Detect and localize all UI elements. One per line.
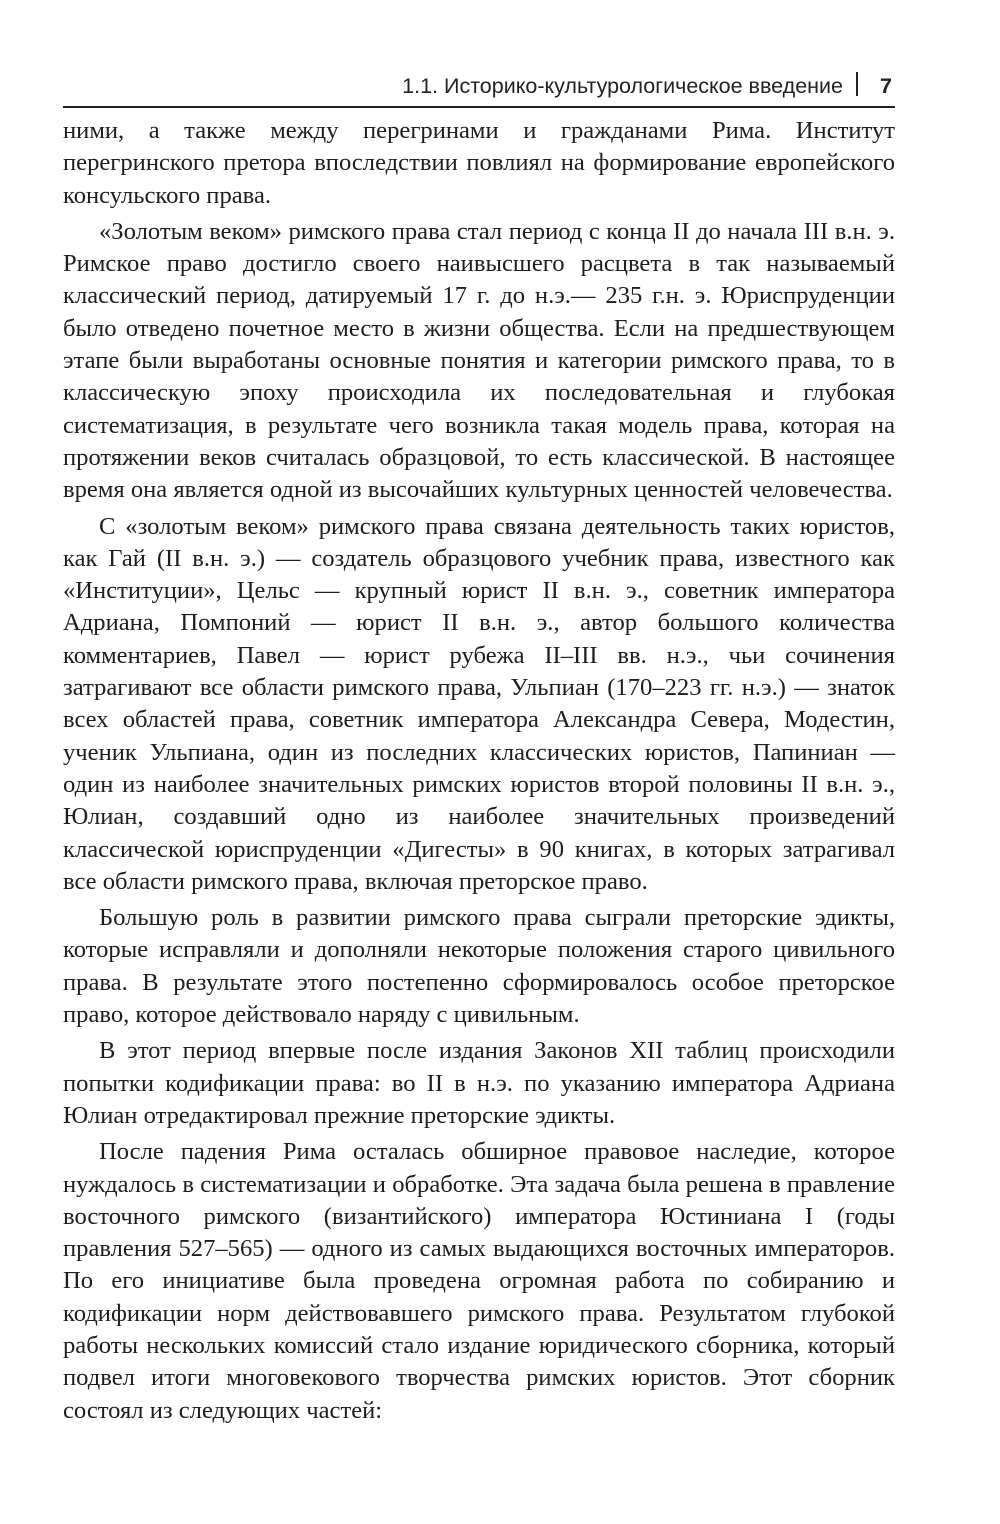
- header-divider: [856, 72, 858, 96]
- paragraph-continued: ними, а также между перегринами и гражданами Рима. Институт перегринского претора впоследствии повлиял на формирование европейского консульского права.: [63, 117, 895, 209]
- paragraph-justinian: После падения Рима осталась обширное правовое наследие, которое нуждалось в систематизации и обработке. Эта задача была решена в правление восточного римского (византийского) императора Юстиниана I (годы правления 527–565) — одного из самых выдающихся восточных императоров. По его инициативе была проведена огромная работа по собиранию и кодификации норм действовавшего римского права. Результатом глубокой работы нескольких комиссий стало издание юридического сборника, который подвел итоги многовекового творчества римских юристов. Этот сборник состоял из следующих частей:: [63, 1138, 895, 1424]
- body-text: [63, 115, 895, 1431]
- paragraph-golden-age: «Золотым веком» римского права стал период с конца II до начала III в.н. э. Римское право достигло своего наивысшего расцвета в так называемый классический период, датируемый 17 г. до н.э.— 235 г.н. э. Юриспруденции было отведено почетное место в жизни общества. Если на предшествующем этапе были выработаны основные понятия и категории римского права, то в классическую эпоху происходила их последовательная и глубокая систематизация, в результате чего возникла такая модель права, которая на протяжении веков считалась образцовой, то есть классической. В настоящее время она является одной из высочайших культурных ценностей человечества.: [63, 217, 895, 504]
- paragraph-praetor-edicts: Большую роль в развитии римского права сыграли преторские эдикты, которые исправляли и дополняли некоторые положения старого цивильного права. В результате этого постепенно сформировалось особое преторское право, которое действовало наряду с цивильным.: [63, 904, 895, 1029]
- page-number: 7: [880, 74, 892, 98]
- section-title: 1.1. Историко-культурологическое введение: [402, 74, 843, 98]
- running-head: [63, 66, 895, 108]
- paragraph-jurists: С «золотым веком» римского права связана деятельность таких юристов, как Гай (II в.н. э.) — создатель образцового учебник права, известного как «Институции», Цельс — крупный юрист II в.н. э., советник императора Адриана, Помпоний — юрист II в.н. э., автор большого количества комментариев, Павел — юрист рубежа II–III вв. н.э., чьи сочинения затрагивают все области римского права, Ульпиан (170–223 гг. н.э.) — знаток всех областей права, советник императора Александра Севера, Модестин, ученик Ульпиана, один из последних классических юристов, Папиниан — один из наиболее значительных римских юристов второй половины II в.н. э., Юлиан, создавший одно из наиболее значительных произведений классической юриспруденции «Дигесты» в 90 книгах, в которых затрагивал все области римского права, включая преторское право.: [63, 512, 895, 895]
- paragraph-codification: В этот период впервые после издания Законов XII таблиц происходили попытки кодификации права: во II в н.э. по указанию императора Адриана Юлиан отредактировал прежние преторские эдикты.: [63, 1037, 895, 1129]
